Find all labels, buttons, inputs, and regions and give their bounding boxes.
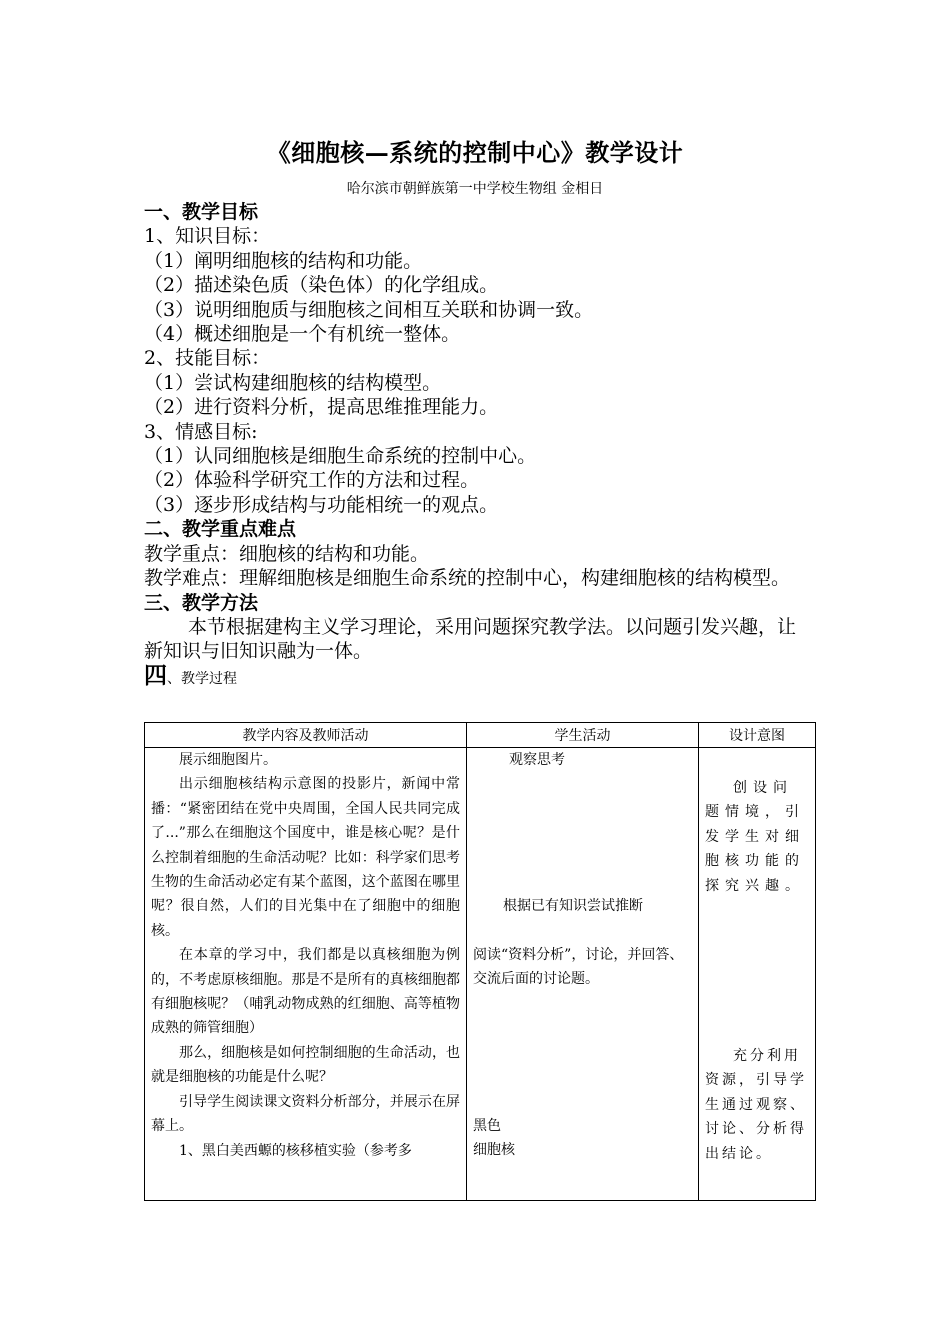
section-heading-methods: 三、教学方法 [144, 591, 259, 614]
skill-heading: 2、技能目标： [144, 347, 271, 370]
document-title: 《细胞核—系统的控制中心》教学设计 [266, 138, 684, 167]
teacher-paragraph: 那么，细胞核是如何控制细胞的生命活动，也就是细胞核的功能是什么呢？ [151, 1044, 460, 1086]
section-heading-objectives: 一、教学目标 [144, 201, 259, 223]
student-activity-cell [467, 748, 699, 1201]
student-nucleus: 细胞核 [473, 1142, 515, 1159]
list-item: （4）概述细胞是一个有机统一整体。 [144, 323, 461, 346]
teacher-paragraph: 1、黑白美西螈的核移植实验（参考多 [179, 1142, 412, 1159]
key-point-text: 教学重点：细胞核的结构和功能。 [144, 542, 430, 565]
teacher-paragraph: 引导学生阅读课文资料分析部分，并展示在屏幕上。 [151, 1093, 460, 1135]
intent-second: 充分利用资源，引导学生通过观察、讨论、分析得出结论。 [705, 1048, 807, 1162]
list-item: （2）进行资料分析，提高思维推理能力。 [144, 396, 499, 419]
student-read: 阅读“资料分析”，讨论，并回答、交流后面的讨论题。 [473, 946, 684, 988]
teacher-paragraph: 展示细胞图片。 [179, 752, 277, 768]
process-heading-number: 四 [144, 661, 167, 689]
section-heading-process [144, 661, 814, 691]
difficulty-text: 教学难点：理解细胞核是细胞生命系统的控制中心，构建细胞核的结构模型。 [144, 567, 791, 590]
list-item: （1）尝试构建细胞核的结构模型。 [144, 371, 442, 394]
list-item: （2）描述染色质（染色体）的化学组成。 [144, 274, 499, 297]
section-heading-key-points: 二、教学重点难点 [144, 518, 297, 541]
table-row [145, 748, 816, 1201]
teacher-activity-cell [145, 748, 467, 1201]
knowledge-heading: 1、知识目标： [144, 225, 271, 248]
teacher-paragraph: 在本章的学习中，我们都是以真核细胞为例的，不考虑原核细胞。那是不是所有的真核细胞都有细胞核呢？（哺乳动物成熟的红细胞、高等植物成熟的筛管细胞） [151, 947, 460, 1037]
list-item: （3）逐步形成结构与功能相统一的观点。 [144, 493, 499, 516]
list-item: （1）认同细胞核是细胞生命系统的控制中心。 [144, 445, 537, 468]
student-infer: 根据已有知识尝试推断 [503, 898, 643, 915]
list-item: （2）体验科学研究工作的方法和过程。 [144, 469, 480, 492]
author-line: 哈尔滨市朝鲜族第一中学校生物组 金相日 [346, 181, 604, 197]
list-item: （1）阐明细胞核的结构和功能。 [144, 249, 423, 272]
design-intent-cell [699, 748, 816, 1201]
emotion-heading: 3、情感目标: [144, 420, 258, 443]
list-item: （3）说明细胞质与细胞核之间相互关联和协调一致。 [144, 298, 594, 321]
table-header-row [145, 723, 816, 748]
process-table [144, 722, 816, 1201]
student-black: 黑色 [473, 1117, 501, 1134]
student-observe: 观察思考 [509, 752, 565, 768]
methods-text: 本节根据建构主义学习理论，采用问题探究教学法。以问题引发兴趣，让新知识与旧知识融为一体。 [144, 615, 797, 663]
column-header: 教学内容及教师活动 [145, 723, 467, 748]
column-header: 设计意图 [699, 723, 816, 748]
document-body [144, 200, 814, 691]
teacher-paragraph: 出示细胞核结构示意图的投影片，新闻中常播：“紧密团结在党中央周围，全国人民共同完成了...”那么在细胞这个国度中，谁是核心呢？是什么控制着细胞的生命活动呢？比如：科学家们思考生物的生命活动必定有某个蓝图，这个蓝图在哪里呢？很自然，人们的目光集中在了细胞中的细胞核。 [151, 776, 460, 939]
process-heading-label: 、教学过程 [167, 670, 237, 687]
column-header: 学生活动 [467, 723, 699, 748]
intent-first: 创设问题情境，引发学生对细胞核功能的探究兴趣。 [705, 780, 805, 894]
